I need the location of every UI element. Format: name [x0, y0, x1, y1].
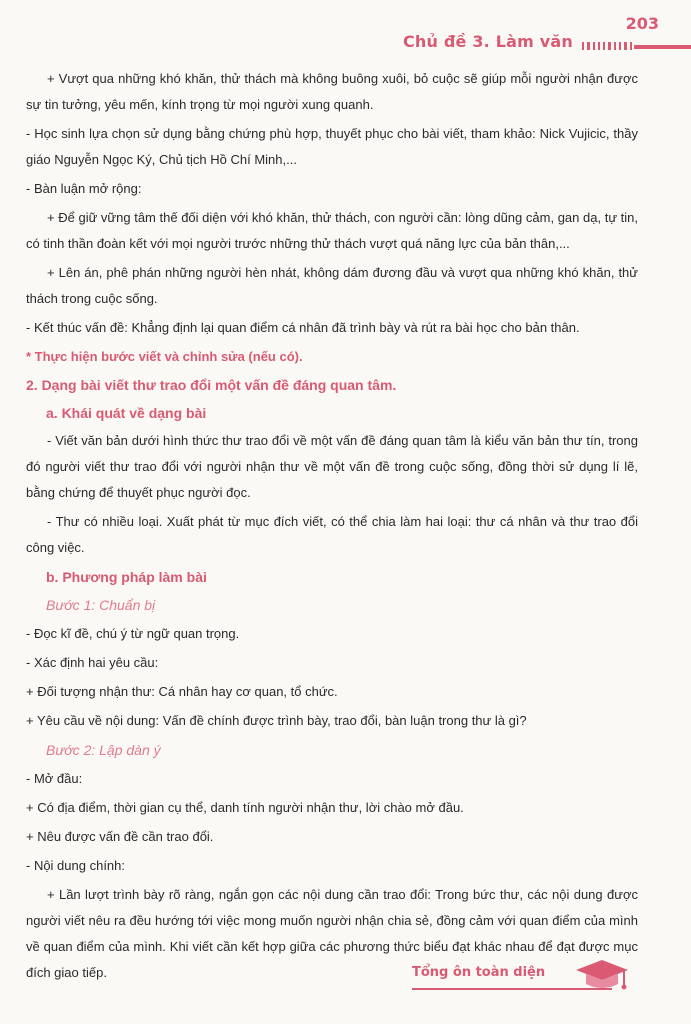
paragraph: - Kết thúc vấn đề: Khẳng định lại quan điểm cá nhân đã trình bày và rút ra bài học cho bản thân.: [26, 320, 580, 335]
paragraph: - Học sinh lựa chọn sử dụng bằng chứng phù hợp, thuyết phục cho bài viết, tham khảo: Nick Vujicic, thầy giáo Nguyễn Ngọc Ký, Chủ tịch Hồ Chí Minh,...: [26, 126, 638, 167]
graduation-cap-icon: [572, 954, 632, 1003]
step-heading: Bước 2: Lập dàn ý: [46, 742, 161, 758]
paragraph: - Viết văn bản dưới hình thức thư trao đổi về một vấn đề đáng quan tâm là kiểu văn bản thư tín, trong đó người viết thư trao đổi với người nhận thư về một vấn đề trong cuộc sống, đồng thời sử dụng lí lẽ, bằng chứng để thuyết phục người đọc.: [26, 433, 638, 500]
paragraph: + Để giữ vững tâm thế đối diện với khó khăn, thử thách, con người cần: lòng dũng cảm, gan dạ, tự tin, có tinh thần đoàn kết với mọi người trước những thử thách vượt quá năng lực của bản thân,...: [26, 210, 638, 251]
paragraph: + Nêu được vấn đề cần trao đổi.: [26, 829, 214, 844]
paragraph: - Mở đầu:: [26, 771, 83, 786]
paragraph: - Nội dung chính:: [26, 858, 126, 873]
paragraph: + Lên án, phê phán những người hèn nhát, không dám đương đầu và vượt qua những khó khăn, thử thách trong cuộc sống.: [26, 265, 638, 306]
page-body: [26, 66, 638, 989]
page-number: 203: [625, 14, 659, 33]
red-heading: * Thực hiện bước viết và chỉnh sửa (nếu có).: [26, 349, 303, 364]
paragraph: + Đối tượng nhận thư: Cá nhân hay cơ quan, tổ chức.: [26, 684, 338, 699]
paragraph: + Vượt qua những khó khăn, thử thách mà không buông xuôi, bỏ cuộc sẽ giúp mỗi người nhận được sự tin tưởng, yêu mến, kính trọng từ mọi người xung quanh.: [26, 71, 638, 112]
paragraph: - Bàn luận mở rộng:: [26, 181, 142, 196]
paragraph: - Xác định hai yêu cầu:: [26, 655, 159, 670]
subsection-heading: a. Khái quát về dạng bài: [46, 405, 207, 421]
paragraph: + Lần lượt trình bày rõ ràng, ngắn gọn các nội dung cần trao đổi: Trong bức thư, các nội dung được người viết nêu ra đều hướng tới việc mong muốn người nhận chia sẻ, đồng cảm với quan điểm của mình về quan điểm của mình. Khi viết cần kết hợp giữa các phương thức biểu đạt khác nhau để đạt được mục đích giao tiếp.: [26, 887, 638, 980]
footer: [412, 962, 632, 992]
paragraph: - Thư có nhiều loại. Xuất phát từ mục đích viết, có thể chia làm hai loại: thư cá nhân và thư trao đổi công việc.: [26, 514, 638, 555]
paragraph: + Yêu cầu về nội dung: Vấn đề chính được trình bày, trao đổi, bàn luận trong thư là gì?: [26, 713, 527, 728]
header-decoration-bars: [582, 40, 632, 50]
paragraph: - Đọc kĩ đề, chú ý từ ngữ quan trọng.: [26, 626, 240, 641]
paragraph: + Có địa điểm, thời gian cụ thể, danh tính người nhận thư, lời chào mở đầu.: [26, 800, 464, 815]
subsection-heading: b. Phương pháp làm bài: [46, 569, 207, 585]
chapter-header: [0, 32, 691, 54]
footer-label: Tổng ôn toàn diện: [412, 965, 546, 980]
step-heading: Bước 1: Chuẩn bị: [46, 597, 156, 613]
header-rule: [634, 45, 691, 49]
section-heading: 2. Dạng bài viết thư trao đổi một vấn đề đáng quan tâm.: [26, 377, 397, 393]
chapter-title: Chủ đề 3. Làm văn: [402, 32, 573, 51]
